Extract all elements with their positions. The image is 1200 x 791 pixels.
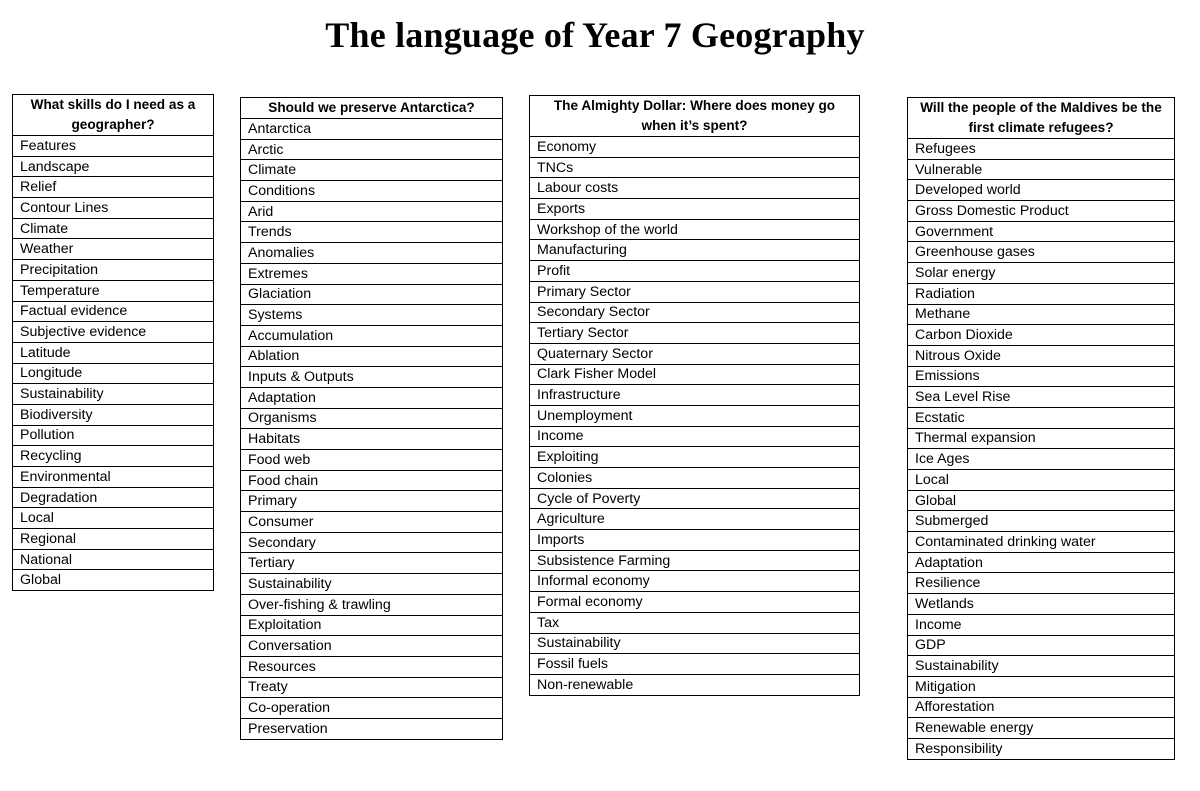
table-row [13, 404, 214, 425]
table-row [908, 594, 1175, 615]
antarctica-vocab-table [240, 97, 503, 740]
table-row [908, 325, 1175, 346]
table-row [908, 387, 1175, 408]
skills-vocab-table [12, 94, 214, 591]
vocab-word: Primary Sector [530, 281, 860, 302]
table-row [908, 470, 1175, 491]
table-row [908, 345, 1175, 366]
table-heading: The Almighty Dollar: Where does money go when it’s spent? [530, 96, 860, 137]
vocab-word: Contaminated drinking water [908, 532, 1175, 553]
vocab-word: Tax [530, 612, 860, 633]
table-row [241, 284, 503, 305]
vocab-word: Colonies [530, 468, 860, 489]
vocab-word: Systems [241, 305, 503, 326]
table-row [530, 302, 860, 323]
table-row [530, 633, 860, 654]
vocab-word: Thermal expansion [908, 428, 1175, 449]
table-row [13, 260, 214, 281]
table-row [530, 261, 860, 282]
table-row [908, 573, 1175, 594]
table-heading: Should we preserve Antarctica? [241, 98, 503, 119]
table-row [241, 450, 503, 471]
vocab-word: Conditions [241, 181, 503, 202]
vocab-word: Subjective evidence [13, 322, 214, 343]
table-row [241, 553, 503, 574]
table-row [13, 322, 214, 343]
table-row [908, 428, 1175, 449]
table-row [530, 550, 860, 571]
table-row [13, 487, 214, 508]
table-row [13, 218, 214, 239]
table-row [241, 367, 503, 388]
vocab-word: Income [908, 614, 1175, 635]
table-row [241, 243, 503, 264]
vocab-word: Pollution [13, 425, 214, 446]
vocab-word: Over-fishing & trawling [241, 594, 503, 615]
vocab-word: Radiation [908, 283, 1175, 304]
table-row [241, 615, 503, 636]
table-row [908, 449, 1175, 470]
vocab-word: Conversation [241, 636, 503, 657]
vocab-word: Workshop of the world [530, 219, 860, 240]
vocab-word: Solar energy [908, 263, 1175, 284]
vocab-word: Mitigation [908, 676, 1175, 697]
vocab-word: Formal economy [530, 592, 860, 613]
table-row [530, 157, 860, 178]
vocab-word: Imports [530, 530, 860, 551]
table-row [530, 219, 860, 240]
table-row [13, 156, 214, 177]
table-row [241, 305, 503, 326]
table-row [908, 407, 1175, 428]
vocab-word: Agriculture [530, 509, 860, 530]
vocab-word: GDP [908, 635, 1175, 656]
table-row [241, 698, 503, 719]
vocab-word: Economy [530, 137, 860, 158]
vocab-word: Global [13, 570, 214, 591]
table-row [908, 738, 1175, 759]
vocab-word: Secondary [241, 532, 503, 553]
vocab-word: Emissions [908, 366, 1175, 387]
table-row [908, 180, 1175, 201]
vocab-word: TNCs [530, 157, 860, 178]
vocab-word: Sustainability [13, 384, 214, 405]
vocab-word: Co-operation [241, 698, 503, 719]
table-row [13, 177, 214, 198]
table-row [241, 346, 503, 367]
table-row [908, 221, 1175, 242]
vocab-word: Organisms [241, 408, 503, 429]
table-row [530, 488, 860, 509]
vocab-word: Tertiary [241, 553, 503, 574]
vocab-word: Consumer [241, 512, 503, 533]
vocab-word: Non-renewable [530, 674, 860, 695]
table-row [241, 201, 503, 222]
vocab-word: Developed world [908, 180, 1175, 201]
vocab-word: Exports [530, 199, 860, 220]
vocab-word: Wetlands [908, 594, 1175, 615]
vocab-word: Factual evidence [13, 301, 214, 322]
table-row [908, 490, 1175, 511]
table-row [908, 676, 1175, 697]
table-row [908, 532, 1175, 553]
table-row [530, 426, 860, 447]
table-row [13, 508, 214, 529]
vocab-word: Arid [241, 201, 503, 222]
table-row [241, 594, 503, 615]
table-row [241, 574, 503, 595]
vocab-word: Infrastructure [530, 385, 860, 406]
table-row [241, 512, 503, 533]
table-row [241, 470, 503, 491]
table-heading: Will the people of the Maldives be the first climate refugees? [908, 98, 1175, 139]
vocab-word: Recycling [13, 446, 214, 467]
vocab-word: Afforestation [908, 697, 1175, 718]
vocab-word: Unemployment [530, 405, 860, 426]
vocab-word: Refugees [908, 139, 1175, 160]
vocab-word: Exploitation [241, 615, 503, 636]
table-row [13, 529, 214, 550]
vocab-word: Responsibility [908, 738, 1175, 759]
vocab-word: Fossil fuels [530, 654, 860, 675]
vocab-word: National [13, 549, 214, 570]
table-row [13, 363, 214, 384]
vocab-word: Glaciation [241, 284, 503, 305]
table-row [241, 119, 503, 140]
table-row [908, 366, 1175, 387]
table-row [530, 323, 860, 344]
table-row [530, 364, 860, 385]
vocab-word: Profit [530, 261, 860, 282]
vocab-word: Ablation [241, 346, 503, 367]
vocab-word: Longitude [13, 363, 214, 384]
vocab-word: Manufacturing [530, 240, 860, 261]
table-row [530, 240, 860, 261]
vocab-word: Exploiting [530, 447, 860, 468]
vocab-word: Food web [241, 450, 503, 471]
vocab-word: Nitrous Oxide [908, 345, 1175, 366]
table-row [530, 447, 860, 468]
table-row [530, 612, 860, 633]
vocab-word: Biodiversity [13, 404, 214, 425]
vocab-word: Quaternary Sector [530, 343, 860, 364]
vocab-word: Vulnerable [908, 159, 1175, 180]
vocab-word: Latitude [13, 342, 214, 363]
table-row [241, 181, 503, 202]
vocab-word: Resilience [908, 573, 1175, 594]
table-row [13, 425, 214, 446]
vocab-word: Clark Fisher Model [530, 364, 860, 385]
table-row [241, 677, 503, 698]
vocab-word: Accumulation [241, 325, 503, 346]
table-row [908, 139, 1175, 160]
maldives-vocab-table [907, 97, 1175, 760]
table-row [908, 718, 1175, 739]
table-row [13, 301, 214, 322]
vocab-word: Weather [13, 239, 214, 260]
table-row [241, 718, 503, 739]
vocab-word: Renewable energy [908, 718, 1175, 739]
table-row [530, 343, 860, 364]
vocab-word: Gross Domestic Product [908, 201, 1175, 222]
vocab-word: Secondary Sector [530, 302, 860, 323]
vocab-word: Climate [241, 160, 503, 181]
table-row [530, 654, 860, 675]
table-row [530, 468, 860, 489]
vocab-word: Food chain [241, 470, 503, 491]
table-heading: What skills do I need as a geographer? [13, 95, 214, 136]
vocab-word: Features [13, 136, 214, 157]
vocab-word: Climate [13, 218, 214, 239]
vocab-word: Adaptation [241, 387, 503, 408]
table-row [241, 408, 503, 429]
table-row [908, 263, 1175, 284]
table-row [13, 384, 214, 405]
table-row [530, 571, 860, 592]
table-row [530, 385, 860, 406]
table-row [908, 201, 1175, 222]
vocab-word: Sea Level Rise [908, 387, 1175, 408]
vocab-word: Antarctica [241, 119, 503, 140]
vocab-word: Preservation [241, 718, 503, 739]
table-row [530, 509, 860, 530]
vocab-word: Treaty [241, 677, 503, 698]
table-row [241, 636, 503, 657]
vocab-word: Relief [13, 177, 214, 198]
vocab-word: Carbon Dioxide [908, 325, 1175, 346]
table-row [908, 635, 1175, 656]
table-row [13, 280, 214, 301]
vocab-word: Global [908, 490, 1175, 511]
vocab-word: Primary [241, 491, 503, 512]
almighty-dollar-vocab-table [529, 95, 860, 696]
vocab-word: Ice Ages [908, 449, 1175, 470]
vocab-word: Contour Lines [13, 198, 214, 219]
vocab-word: Habitats [241, 429, 503, 450]
vocab-word: Inputs & Outputs [241, 367, 503, 388]
vocab-word: Labour costs [530, 178, 860, 199]
vocab-word: Local [908, 470, 1175, 491]
table-row [530, 178, 860, 199]
vocab-word: Sustainability [241, 574, 503, 595]
vocab-word: Temperature [13, 280, 214, 301]
table-row [530, 592, 860, 613]
vocab-word: Income [530, 426, 860, 447]
table-row [13, 342, 214, 363]
vocab-word: Cycle of Poverty [530, 488, 860, 509]
table-row [241, 656, 503, 677]
table-row [13, 467, 214, 488]
vocab-word: Arctic [241, 139, 503, 160]
vocab-word: Submerged [908, 511, 1175, 532]
table-row [13, 570, 214, 591]
vocab-word: Subsistence Farming [530, 550, 860, 571]
vocab-word: Regional [13, 529, 214, 550]
table-row [530, 137, 860, 158]
table-row [908, 614, 1175, 635]
vocab-word: Environmental [13, 467, 214, 488]
table-row [908, 697, 1175, 718]
vocab-word: Resources [241, 656, 503, 677]
vocab-word: Precipitation [13, 260, 214, 281]
table-row [530, 530, 860, 551]
table-row [530, 405, 860, 426]
table-row [13, 136, 214, 157]
table-row [241, 387, 503, 408]
table-row [530, 674, 860, 695]
vocab-word: Tertiary Sector [530, 323, 860, 344]
table-row [13, 446, 214, 467]
table-row [241, 491, 503, 512]
page-title: The language of Year 7 Geography [325, 15, 865, 55]
table-row [908, 511, 1175, 532]
vocab-word: Degradation [13, 487, 214, 508]
table-row [241, 532, 503, 553]
vocab-word: Ecstatic [908, 407, 1175, 428]
table-row [241, 429, 503, 450]
table-row [241, 160, 503, 181]
vocab-word: Sustainability [530, 633, 860, 654]
table-row [908, 552, 1175, 573]
table-row [13, 198, 214, 219]
vocab-word: Anomalies [241, 243, 503, 264]
table-row [530, 281, 860, 302]
table-row [13, 549, 214, 570]
table-row [908, 283, 1175, 304]
vocab-word: Government [908, 221, 1175, 242]
vocab-word: Methane [908, 304, 1175, 325]
vocab-word: Adaptation [908, 552, 1175, 573]
table-row [241, 222, 503, 243]
table-row [241, 325, 503, 346]
table-row [241, 139, 503, 160]
table-row [13, 239, 214, 260]
table-row [908, 242, 1175, 263]
vocab-word: Landscape [13, 156, 214, 177]
vocab-word: Local [13, 508, 214, 529]
vocab-word: Greenhouse gases [908, 242, 1175, 263]
vocab-word: Extremes [241, 263, 503, 284]
vocab-word: Sustainability [908, 656, 1175, 677]
table-row [908, 304, 1175, 325]
table-row [908, 159, 1175, 180]
table-row [530, 199, 860, 220]
vocab-word: Informal economy [530, 571, 860, 592]
vocab-word: Trends [241, 222, 503, 243]
table-row [241, 263, 503, 284]
table-row [908, 656, 1175, 677]
